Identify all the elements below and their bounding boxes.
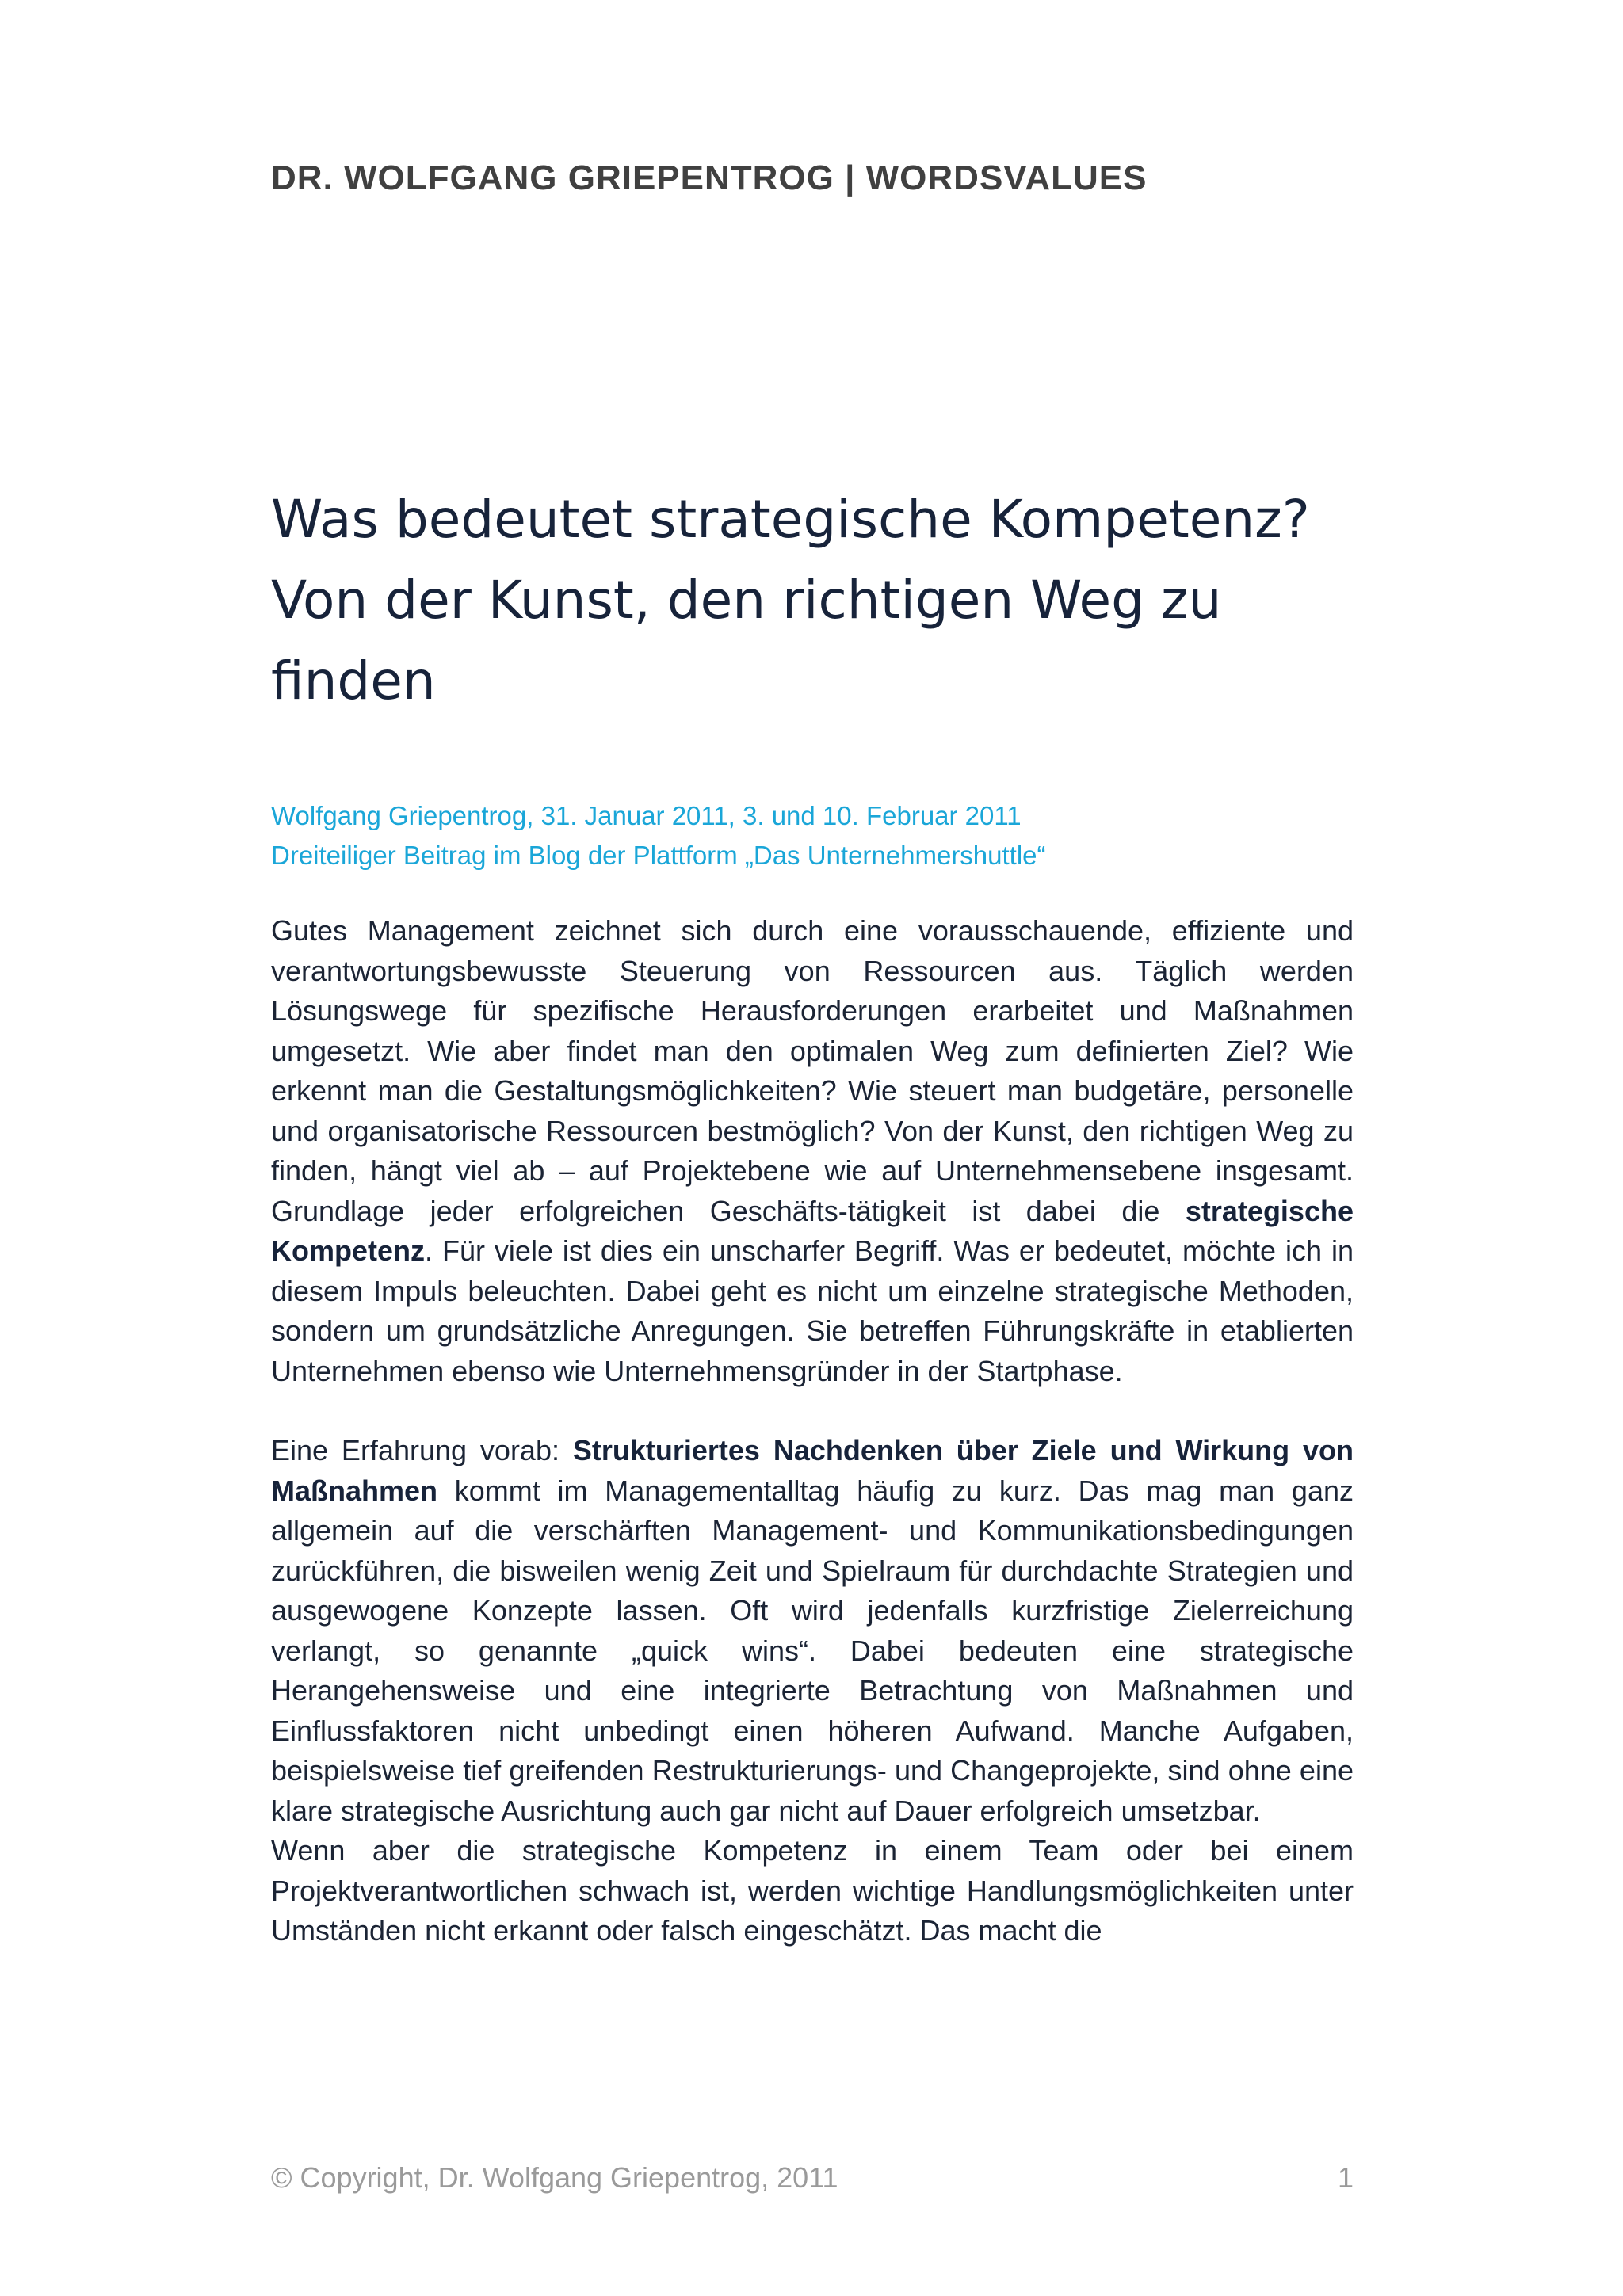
page-number: 1 xyxy=(1337,2161,1354,2194)
title-line-3: finden xyxy=(271,650,436,711)
publication-source: Dreiteiliger Beitrag im Blog der Plattform „Das Unternehmershuttle“ xyxy=(271,841,1046,870)
brand-header: DR. WOLFGANG GRIEPENTROG | WORDSVALUES xyxy=(271,158,1148,197)
document-title xyxy=(271,479,1381,722)
paragraph-1 xyxy=(271,911,1354,1391)
paragraph-3: Wenn aber die strategische Kompetenz in einem Team oder bei einem Projektverantwortlichen schwach ist, werden wichtige Handlungsmöglichkeiten unter Umständen nicht erkannt oder falsch eingeschätzt. Das macht die xyxy=(271,1834,1354,1947)
paragraph-1-text-b: . Für viele ist dies ein unscharfer Begriff. Was er bedeutet, möchte ich in diesem Impuls beleuchten. Dabei geht es nicht um einzelne strategische Methoden, sondern um grundsätzliche Anregungen. Sie betreffen Führungskräfte in etablierten Unternehmen ebenso wie Unternehmensgründer in der Startphase. xyxy=(271,1234,1354,1387)
paragraph-2-bold: Strukturiertes Nachdenken über Ziele und Wirkung von Maßnahmen xyxy=(271,1434,1354,1507)
author-dates: Wolfgang Griepentrog, 31. Januar 2011, 3. und 10. Februar 2011 xyxy=(271,801,1022,830)
paragraph-2 xyxy=(271,1431,1354,1831)
paragraph-1-text-a: Gutes Management zeichnet sich durch eine vorausschauende, effiziente und verantwortungsbewusste Steuerung von Ressourcen aus. Täglich werden Lösungswege für spezifische Herausforderungen erarbeitet und Maßnahmen umgesetzt. Wie aber findet man den optimalen Weg zum definierten Ziel? Wie erkennt man die Gestaltungsmöglichkeiten? Wie steuert man budgetäre, personelle und organisatorische Ressourcen bestmöglich? Von der Kunst, den richtigen Weg zu finden, hängt viel ab – auf Projektebene wie auf Unternehmensebene insgesamt. Grundlage jeder erfolgreichen Geschäfts-tätigkeit ist dabei die xyxy=(271,914,1354,1227)
footer-copyright: © Copyright, Dr. Wolfgang Griepentrog, 2011 xyxy=(271,2161,838,2194)
article-body xyxy=(271,911,1354,1951)
publication-meta xyxy=(271,796,1381,875)
paragraph-1-bold: strategische Kompetenz xyxy=(271,1194,1354,1267)
title-line-1: Was bedeutet strategische Kompetenz? xyxy=(271,489,1310,550)
paragraph-2-text-a: Eine Erfahrung vorab: xyxy=(271,1434,573,1466)
paragraph-2-text-b: kommt im Managementalltag häufig zu kurz. Das mag man ganz allgemein auf die verschärften Management- und Kommunikationsbedingungen zurückführen, die bisweilen wenig Zeit und Spielraum für durchdachte Strategien und ausgewogene Konzepte lassen. Oft wird jedenfalls kurzfristige Zielerreichung verlangt, so genannte „quick wins“. Dabei bedeuten eine strategische Herangehensweise und eine integrierte Betrachtung von Maßnahmen und Einflussfaktoren nicht unbedingt einen höheren Aufwand. Manche Aufgaben, beispielsweise tief greifenden Restrukturierungs- und Changeprojekte, sind ohne eine klare strategische Ausrichtung auch gar nicht auf Dauer erfolgreich umsetzbar. xyxy=(271,1474,1354,1827)
title-line-2: Von der Kunst, den richtigen Weg zu xyxy=(271,570,1222,631)
